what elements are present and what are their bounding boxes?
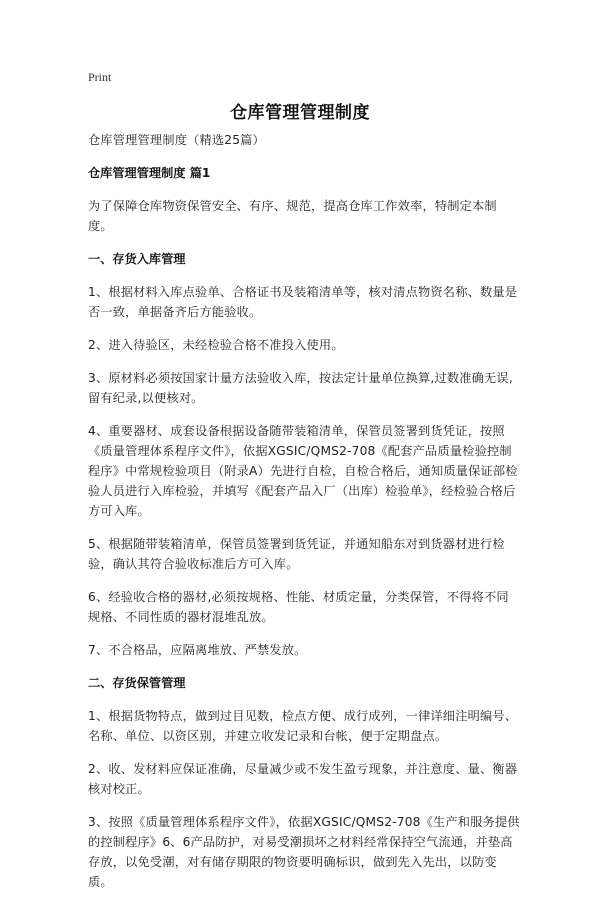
intro-paragraph: 为了保障仓库物资保管安全、有序、规范，提高仓库工作效率，特制定本制度。 <box>88 199 497 233</box>
document-title: 仓库管理管理制度 <box>230 103 370 123</box>
section1-item-4: 4、重要器材、成套设备根据设备随带装箱清单，保管员签署到货凭证，按照《质量管理体系程序文件》，依据XGSIC/QMS2-708《配套产品质量检验控制程序》中常规检验项目（附录A）先进行自检，自检合格后，通知质量保证部检验人员进行入库检验，并填写《配套产品入厂（出库）检验单》，经检验合格后方可入库。 <box>88 424 518 518</box>
section1-item-7: 7、不合格品，应隔离堆放、严禁发放。 <box>88 643 307 657</box>
section-heading-inbound: 一、存货入库管理 <box>88 252 186 266</box>
print-label: Print <box>88 70 112 84</box>
section1-item-5: 5、根据随带装箱清单，保管员签署到货凭证，并通知船东对到货器材进行检验，确认其符合验收标准后方可入库。 <box>88 537 505 571</box>
document-body <box>88 130 520 905</box>
section2-item-2: 2、收、发材料应保证准确，尽量减少或不发生盈亏现象，并注意度、量、衡器核对校正。 <box>88 762 518 796</box>
article-heading: 仓库管理管理制度 篇1 <box>88 166 211 180</box>
section1-item-6: 6、经验收合格的器材,必须按规格、性能、材质定量，分类保管，不得将不同规格、不同性质的器材混堆乱放。 <box>88 590 509 624</box>
section1-item-2: 2、进入待验区，未经检验合格不准投入使用。 <box>88 338 344 352</box>
subtitle: 仓库管理管理制度（精选25篇） <box>88 133 265 147</box>
section-heading-storage: 二、存货保管管理 <box>88 676 186 690</box>
section2-item-1: 1、根据货物特点，做到过目见数，检点方便、成行成列，一律详细注明编号、名称、单位、以资区别，并建立收发记录和台帐，便于定期盘点。 <box>88 709 518 743</box>
section2-item-3: 3、按照《质量管理体系程序文件》，依据XGSIC/QMS2-708《生产和服务提供的控制程序》6、6产品防护，对易受潮损坏之材料经常保持空气流通，并垫高存放，以免受潮，对有储存期限的物资要明确标识，做到先入先出，以防变质。 <box>88 815 520 889</box>
section1-item-3: 3、原材料必须按国家计量方法验收入库，按法定计量单位换算,过数准确无误,留有纪录,以便核对。 <box>88 371 513 405</box>
section1-item-1: 1、根据材料入库点验单、合格证书及装箱清单等，核对清点物资名称、数量是否一致，单据备齐后方能验收。 <box>88 285 518 319</box>
